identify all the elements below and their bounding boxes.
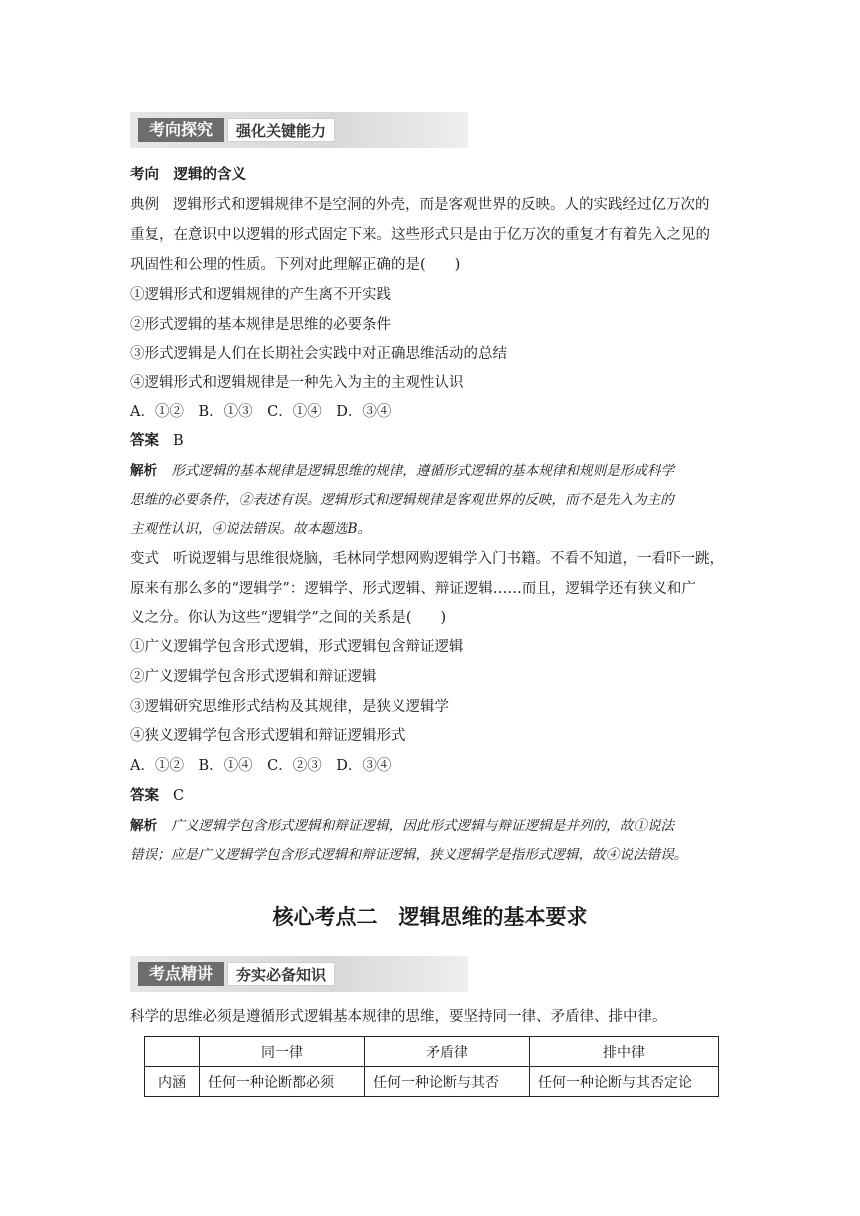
variant-analysis-line-2: 错误；应是广义逻辑学包含形式逻辑和辩证逻辑，狭义逻辑学是指形式逻辑，故④说法错误。 [130,847,688,863]
example-options: A．①② B．①③ C．①④ D．③④ [130,404,392,420]
answer-value: B [173,433,184,449]
analysis-label: 解析 [130,463,158,479]
example-item-2: ②形式逻辑的基本规律是思维的必要条件 [130,317,391,333]
variant-analysis-line-1: 解析 广义逻辑学包含形式逻辑和辩证逻辑，因此形式逻辑与辩证逻辑是并列的，故①说法 [130,818,675,834]
variant-item-1: ①广义逻辑学包含形式逻辑，形式逻辑包含辩证逻辑 [130,639,464,655]
answer-label: 答案 [130,433,159,449]
example-line-1: 典例 逻辑形式和逻辑规律不是空洞的外壳，而是客观世界的反映。人的实践经过亿万次的 [130,197,710,213]
variant-options: A．①② B．①④ C．②③ D．③④ [130,758,392,774]
intro-paragraph: 科学的思维必须是遵循形式逻辑基本规律的思维，要坚持同一律、矛盾律、排中律。 [130,1009,667,1025]
analysis-label: 解析 [130,818,158,834]
banner-light-label: 强化关键能力 [227,118,335,142]
example-analysis-line-3: 主观性认识，④说法错误。故本题选B。 [130,521,372,537]
table-cell: 任何一种论断都必须 [200,1067,365,1097]
table-header-row [145,1037,719,1067]
banner-dark-label: 考点精讲 [138,962,224,986]
table-cell: 任何一种论断与其否定论 [530,1067,719,1097]
variant-line-3: 义之分。你认为这些“逻辑学”之间的关系是( ) [130,610,447,626]
variant-item-3: ③逻辑研究思维形式结构及其规律，是狭义逻辑学 [130,699,449,715]
section-banner-explore [130,112,468,148]
example-item-1: ①逻辑形式和逻辑规律的产生离不开实践 [130,287,391,303]
section-heading: 核心考点二 逻辑思维的基本要求 [272,905,588,929]
table-row [145,1067,719,1097]
answer-value: C [173,788,185,804]
variant-line-2: 原来有那么多的“逻辑学”：逻辑学、形式逻辑、辩证逻辑……而且，逻辑学还有狭义和广 [130,581,696,597]
variant-answer [130,786,740,806]
table-header-cell: 矛盾律 [365,1037,530,1067]
variant-item-2: ②广义逻辑学包含形式逻辑和辩证逻辑 [130,669,377,685]
variant-label: 变式 [130,551,159,567]
example-label: 典例 [130,197,159,213]
section-banner-points [130,956,468,992]
example-item-3: ③形式逻辑是人们在长期社会实践中对正确思维活动的总结 [130,346,507,362]
table-header-cell [145,1037,200,1067]
example-analysis-line-1: 解析 形式逻辑的基本规律是逻辑思维的规律，遵循形式逻辑的基本规律和规则是形成科学 [130,463,675,479]
example-analysis-line-2: 思维的必要条件，②表述有误。逻辑形式和逻辑规律是客观世界的反映，而不是先入为主的 [130,492,674,508]
table-cell: 任何一种论断与其否 [365,1067,530,1097]
banner-light-label: 夯实必备知识 [227,962,335,986]
topic-title: 考向 逻辑的含义 [130,167,246,183]
table-header-cell: 同一律 [200,1037,365,1067]
example-line-2: 重复，在意识中以逻辑的形式固定下来。这些形式只是由于亿万次的重复才有着先入之见的 [130,227,710,243]
answer-label: 答案 [130,788,159,804]
table-cell: 内涵 [145,1067,200,1097]
banner-dark-label: 考向探究 [138,118,224,142]
variant-item-4: ④狭义逻辑学包含形式逻辑和辩证逻辑形式 [130,728,406,744]
logic-laws-table [144,1036,719,1097]
example-answer [130,431,740,451]
table-header-cell: 排中律 [530,1037,719,1067]
example-line-3: 巩固性和公理的性质。下列对此理解正确的是( ) [130,257,461,273]
example-item-4: ④逻辑形式和逻辑规律是一种先入为主的主观性认识 [130,375,464,391]
variant-line-1: 变式 听说逻辑与思维很烧脑，毛林同学想网购逻辑学入门书籍。不看不知道，一看吓一跳， [130,551,724,567]
